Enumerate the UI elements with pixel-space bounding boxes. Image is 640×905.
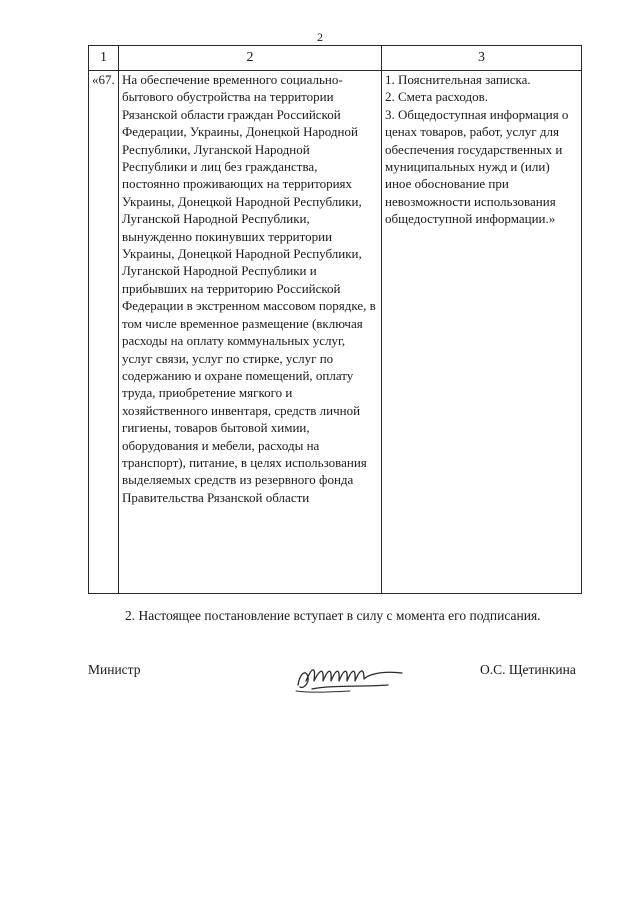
row-number: «67. bbox=[89, 71, 119, 594]
table-row bbox=[89, 71, 582, 594]
closing-paragraph: 2. Настоящее постановление вступает в силу с момента его подписания. bbox=[125, 608, 541, 623]
row-description: На обеспечение временного социально-бытового обустройства на территории Рязанской области граждан Российской Федерации, Украины, Донецкой Народной Республики, Луганской Народной Республики и лиц без гражданства, постоянно проживающих на территориях Украины, Донецкой Народной Республики, Луганской Народной Республики, вынужденно покинувших территории Украины, Донецкой Народной Республики, Луганской Народной Республики и прибывших на территорию Российской Федерации в экстренном массовом порядке, в том числе временное размещение (включая расходы на оплату коммунальных услуг, услуг связи, услуг по стирке, услуг по содержанию и охране помещений, оплату труда, приобретение мягкого и хозяйственного инвентаря, средств личной гигиены, товаров бытовой химии, оборудования и мебели, расходы на транспорт), питание, в целях использования выделяемых средств из резервного фонда Правительства Рязанской области bbox=[119, 71, 382, 594]
document-table bbox=[88, 45, 582, 594]
row-documents bbox=[382, 71, 582, 594]
table-header-row bbox=[89, 46, 582, 71]
document-item: 2. Смета расходов. bbox=[385, 89, 489, 105]
signature-image bbox=[290, 655, 420, 699]
page-number: 2 bbox=[317, 30, 323, 44]
document-item: 1. Пояснительная записка. bbox=[385, 72, 531, 87]
signer-title: Министр bbox=[88, 662, 141, 677]
signer-name: О.С. Щетинкина bbox=[480, 662, 576, 677]
column-header-1: 1 bbox=[89, 46, 119, 71]
column-header-2: 2 bbox=[119, 46, 382, 71]
column-header-3: 3 bbox=[382, 46, 582, 71]
document-item: 3. Общедоступная информация о ценах товаров, работ, услуг для обеспечения государственных и муниципальных нужд и (или) иное обоснование при невозможности использования общедоступной информации.» bbox=[385, 106, 569, 227]
